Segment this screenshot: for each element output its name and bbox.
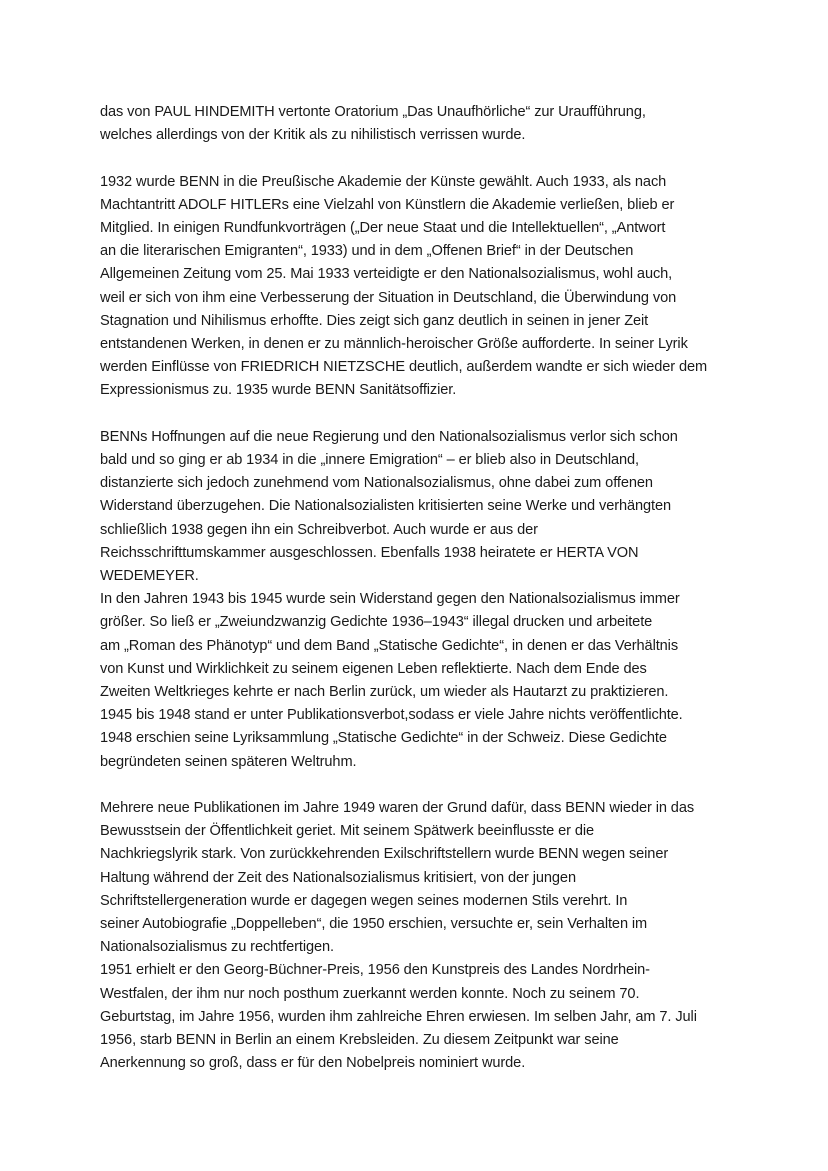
paragraph-6 xyxy=(100,959,740,1075)
text-line: BENNs Hoffnungen auf die neue Regierung und den Nationalsozialismus verlor sich schon xyxy=(100,428,678,445)
text-line: von Kunst und Wirklichkeit zu seinem eigenen Leben reflektierte. Nach dem Ende des xyxy=(100,660,647,677)
text-line: Zweiten Weltkrieges kehrte er nach Berlin zurück, um wieder als Hautarzt zu praktizieren. xyxy=(100,684,669,701)
text-line: werden Einflüsse von FRIEDRICH NIETZSCHE deutlich, außerdem wandte er sich wieder dem xyxy=(100,359,708,376)
text-line: Expressionismus zu. 1935 wurde BENN Sanitätsoffizier. xyxy=(100,382,457,399)
text-line: 1932 wurde BENN in die Preußische Akademie der Künste gewählt. Auch 1933, als nach xyxy=(100,173,667,190)
text-line: Stagnation und Nihilismus erhoffte. Dies zeigt sich ganz deutlich in seinen in jener Zeit xyxy=(100,312,649,329)
text-line: Schriftstellergeneration wurde er dagegen wegen seines modernen Stils verehrt. In xyxy=(100,892,628,909)
paragraph-1 xyxy=(100,101,740,147)
text-line: das von PAUL HINDEMITH vertonte Oratorium „Das Unaufhörliche“ zur Uraufführung, xyxy=(100,104,646,120)
text-line: 1948 erschien seine Lyriksammlung „Statische Gedichte“ in der Schweiz. Diese Gedichte xyxy=(100,730,667,747)
text-line: 1951 erhielt er den Georg-Büchner-Preis, 1956 den Kunstpreis des Landes Nordrhein- xyxy=(100,962,650,979)
text-line: entstandenen Werken, in denen er zu männlich-heroischer Größe aufforderte. In seiner Lyrik xyxy=(100,336,688,353)
text-line: Reichsschrifttumskammer ausgeschlossen. Ebenfalls 1938 heiratete er HERTA VON xyxy=(100,544,639,561)
paragraph-5 xyxy=(100,797,740,959)
text-line: Machtantritt ADOLF HITLERs eine Vielzahl von Künstlern die Akademie verließen, blieb er xyxy=(100,196,675,213)
text-line: an die literarischen Emigranten“, 1933) und in dem „Offenen Brief“ in der Deutschen xyxy=(100,243,634,260)
text-line: Nachkriegslyrik stark. Von zurückkehrenden Exilschriftstellern wurde BENN wegen seiner xyxy=(100,846,669,863)
document-body xyxy=(100,101,740,1099)
text-line: Bewusstsein der Öffentlichkeit geriet. Mit seinem Spätwerk beeinflusste er die xyxy=(100,823,595,840)
text-line: größer. So ließ er „Zweiundzwanzig Gedichte 1936–1943“ illegal drucken und arbeitete xyxy=(100,614,653,631)
paragraph-3 xyxy=(100,426,740,588)
text-line: begründeten seinen späteren Weltruhm. xyxy=(100,753,357,770)
text-line: In den Jahren 1943 bis 1945 wurde sein Widerstand gegen den Nationalsozialismus immer xyxy=(100,591,680,608)
text-line: weil er sich von ihm eine Verbesserung der Situation in Deutschland, die Überwindung von xyxy=(100,289,677,306)
text-line: am „Roman des Phänotyp“ und dem Band „Statische Gedichte“, in denen er das Verhältnis xyxy=(100,637,679,654)
text-line: 1945 bis 1948 stand er unter Publikationsverbot,sodass er viele Jahre nichts veröffentlichte. xyxy=(100,707,683,724)
text-line: Anerkennung so groß, dass er für den Nobelpreis nominiert wurde. xyxy=(100,1055,526,1072)
paragraph-4 xyxy=(100,588,740,774)
text-line: Widerstand überzugehen. Die Nationalsozialisten kritisierten seine Werke und verhängten xyxy=(100,498,672,515)
text-line: 1956, starb BENN in Berlin an einem Krebsleiden. Zu diesem Zeitpunkt war seine xyxy=(100,1032,619,1049)
text-line: Allgemeinen Zeitung vom 25. Mai 1933 verteidigte er den Nationalsozialismus, wohl auch, xyxy=(100,266,673,283)
text-line: Mitglied. In einigen Rundfunkvorträgen („Der neue Staat und die Intellektuellen“, „Antwort xyxy=(100,220,666,236)
text-line: Nationalsozialismus zu rechtfertigen. xyxy=(100,939,334,956)
text-line: seiner Autobiografie „Doppelleben“, die 1950 erschien, versuchte er, sein Verhalten im xyxy=(100,916,648,933)
text-line: Haltung während der Zeit des Nationalsozialismus kritisiert, von der jungen xyxy=(100,869,576,886)
text-line: Mehrere neue Publikationen im Jahre 1949 waren der Grund dafür, dass BENN wieder in das xyxy=(100,800,695,817)
text-line: WEDEMEYER. xyxy=(100,568,199,585)
text-line: bald und so ging er ab 1934 in die „innere Emigration“ – er blieb also in Deutschland, xyxy=(100,452,640,469)
text-line: Westfalen, der ihm nur noch posthum zuerkannt werden konnte. Noch zu seinem 70. xyxy=(100,985,640,1002)
paragraph-2 xyxy=(100,171,740,403)
text-line: Geburtstag, im Jahre 1956, wurden ihm zahlreiche Ehren erwiesen. Im selben Jahr, am 7. Juli xyxy=(100,1008,697,1025)
text-line: distanzierte sich jedoch zunehmend vom Nationalsozialismus, ohne dabei zum offenen xyxy=(100,475,653,492)
text-line: schließlich 1938 gegen ihn ein Schreibverbot. Auch wurde er aus der xyxy=(100,521,538,538)
text-line: welches allerdings von der Kritik als zu nihilistisch verrissen wurde. xyxy=(100,127,526,144)
